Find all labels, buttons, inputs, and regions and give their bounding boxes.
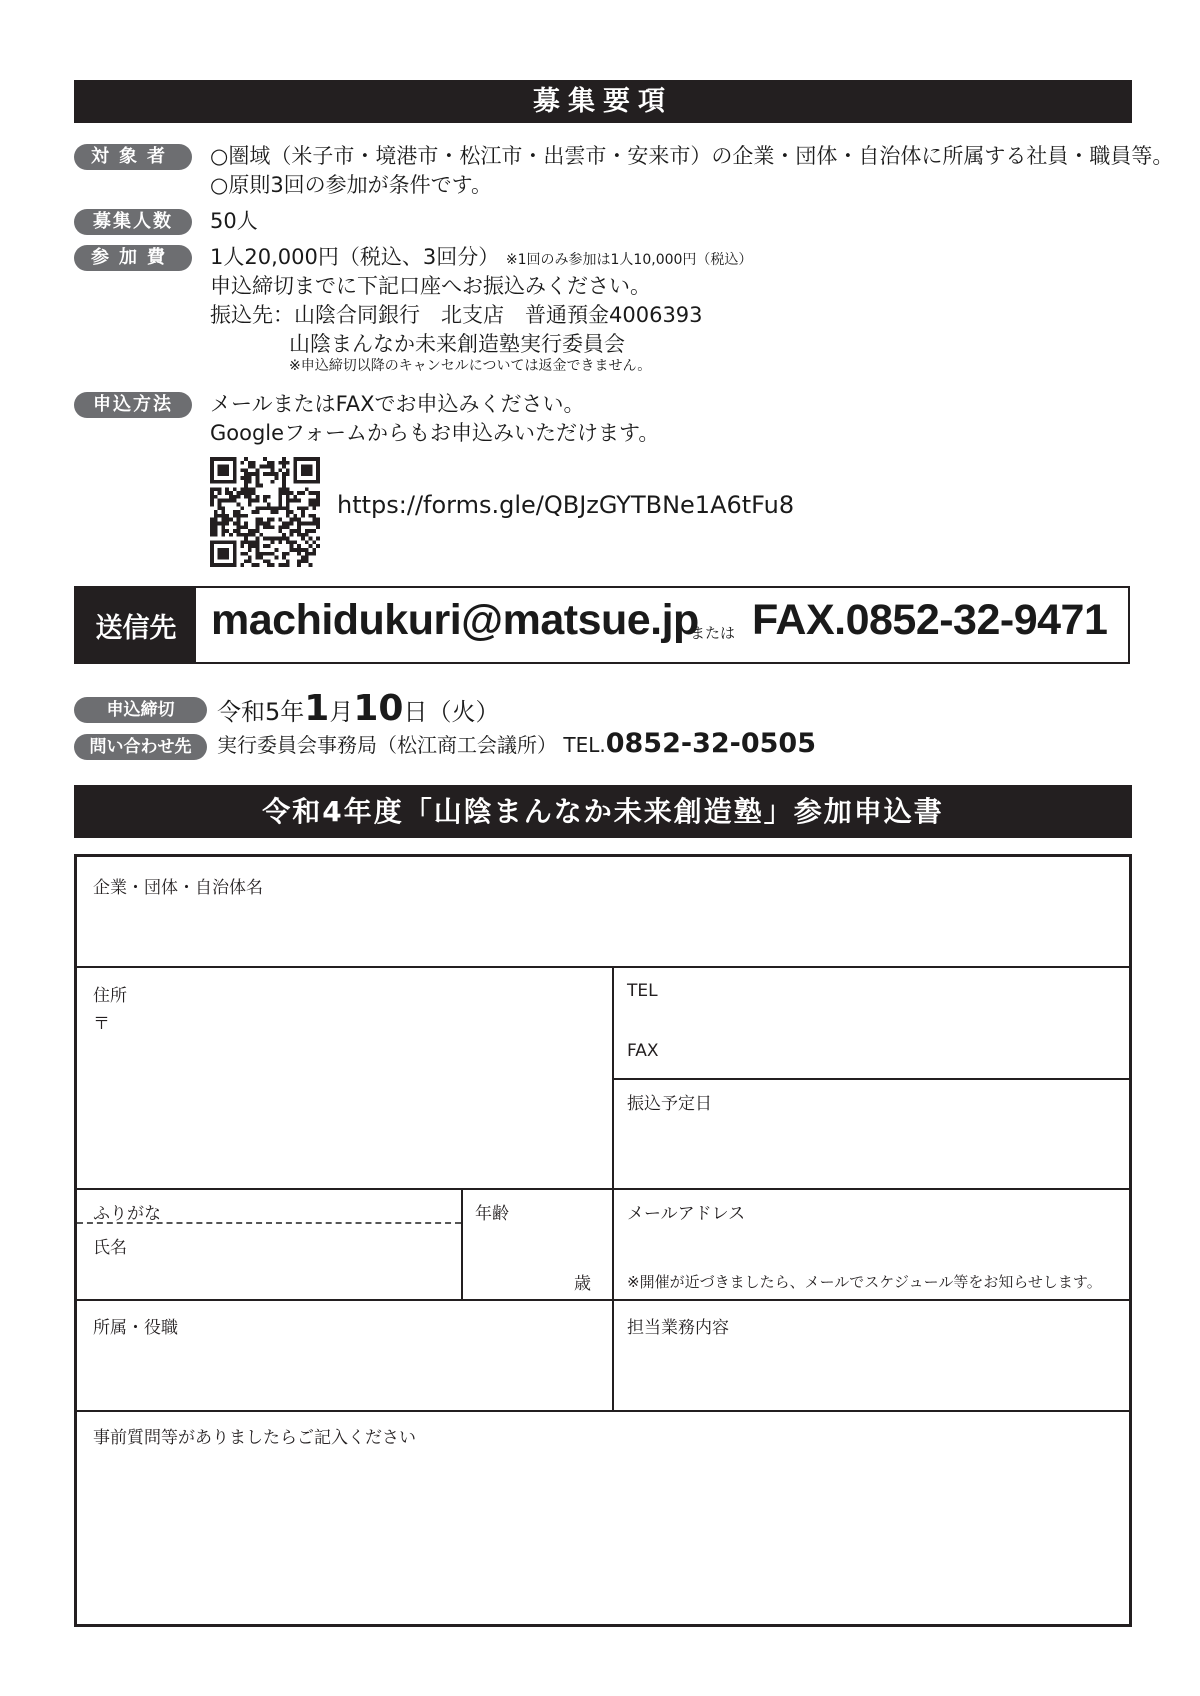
deadline-label: 申込締切 bbox=[74, 697, 207, 723]
target-line1: ○圏域（米子市・境港市・松江市・出雲市・安来市）の企業・団体・自治体に所属する社員・職員等。 bbox=[210, 144, 1174, 168]
furigana-field[interactable]: ふりがな bbox=[93, 1204, 161, 1224]
deadline-day-unit: 日（火） bbox=[403, 698, 500, 726]
fee-cancel-note: ※申込締切以降のキャンセルについては返金できません。 bbox=[289, 358, 652, 374]
fee-account-name: 山陰まんなか未来創造塾実行委員会 bbox=[289, 332, 625, 356]
send-fax: FAX.0852-32-9471 bbox=[752, 596, 1108, 644]
qr-code-icon[interactable] bbox=[210, 457, 320, 567]
recruitment-header: 募集要項 bbox=[74, 80, 1132, 123]
fax-field[interactable]: FAX bbox=[627, 1041, 659, 1061]
target-label: 対象者 bbox=[74, 144, 192, 170]
fee-bank: 振込先：山陰合同銀行 北支店 普通預金4006393 bbox=[210, 303, 703, 327]
deadline-month-unit: 月 bbox=[329, 698, 354, 726]
deadline-month: 1 bbox=[304, 688, 330, 729]
contact-info bbox=[217, 728, 816, 759]
deadline-date bbox=[217, 688, 499, 729]
questions-field[interactable]: 事前質問等がありましたらご記入ください bbox=[93, 1428, 416, 1448]
send-to-label: 送信先 bbox=[76, 588, 196, 662]
duties-field[interactable]: 担当業務内容 bbox=[627, 1318, 729, 1338]
application-form bbox=[74, 854, 1132, 1627]
contact-org: 実行委員会事務局（松江商工会議所） bbox=[217, 733, 557, 757]
fee-label: 参加費 bbox=[74, 245, 192, 271]
postal-mark: 〒 bbox=[93, 1014, 110, 1034]
fee-single-note: ※1回のみ参加は1人10,000円（税込） bbox=[505, 252, 753, 268]
method-line1: メールまたはFAXでお申込みください。 bbox=[210, 392, 585, 416]
method-line2: Googleフォームからもお申込みいただけます。 bbox=[210, 421, 660, 445]
fee-line2: 申込締切までに下記口座へお振込みください。 bbox=[210, 274, 651, 298]
email-note: ※開催が近づきましたら、メールでスケジュール等をお知らせします。 bbox=[627, 1273, 1102, 1291]
google-form-url[interactable]: https://forms.gle/QBJzGYTBNe1A6tFu8 bbox=[337, 491, 795, 519]
target-line2: ○原則3回の参加が条件です。 bbox=[210, 173, 493, 197]
tel-field[interactable]: TEL bbox=[627, 981, 658, 1001]
company-field[interactable]: 企業・団体・自治体名 bbox=[93, 878, 263, 898]
age-unit: 歳 bbox=[574, 1274, 591, 1294]
fee-amount: 1人20,000円（税込、3回分） bbox=[210, 245, 500, 269]
send-or: または bbox=[690, 624, 736, 642]
send-email[interactable]: machidukuri@matsue.jp bbox=[211, 596, 699, 644]
deadline-day: 10 bbox=[353, 688, 404, 729]
contact-tel-prefix: TEL. bbox=[563, 733, 606, 757]
contact-tel: 0852-32-0505 bbox=[605, 728, 816, 759]
transfer-date-field[interactable]: 振込予定日 bbox=[627, 1094, 712, 1114]
position-field[interactable]: 所属・役職 bbox=[93, 1318, 178, 1338]
send-to-box bbox=[74, 586, 1130, 664]
contact-label: 問い合わせ先 bbox=[74, 734, 207, 760]
form-title: 令和4年度「山陰まんなか未来創造塾」参加申込書 bbox=[74, 785, 1132, 838]
capacity-value: 50人 bbox=[210, 209, 258, 233]
name-field[interactable]: 氏名 bbox=[93, 1238, 127, 1258]
capacity-label: 募集人数 bbox=[74, 209, 192, 235]
method-label: 申込方法 bbox=[74, 392, 192, 418]
fee-line1 bbox=[210, 243, 752, 275]
address-field[interactable]: 住所 bbox=[93, 986, 127, 1006]
age-field[interactable]: 年齢 bbox=[475, 1204, 509, 1224]
email-field[interactable]: メールアドレス bbox=[627, 1204, 746, 1224]
deadline-era: 令和5年 bbox=[217, 698, 305, 726]
